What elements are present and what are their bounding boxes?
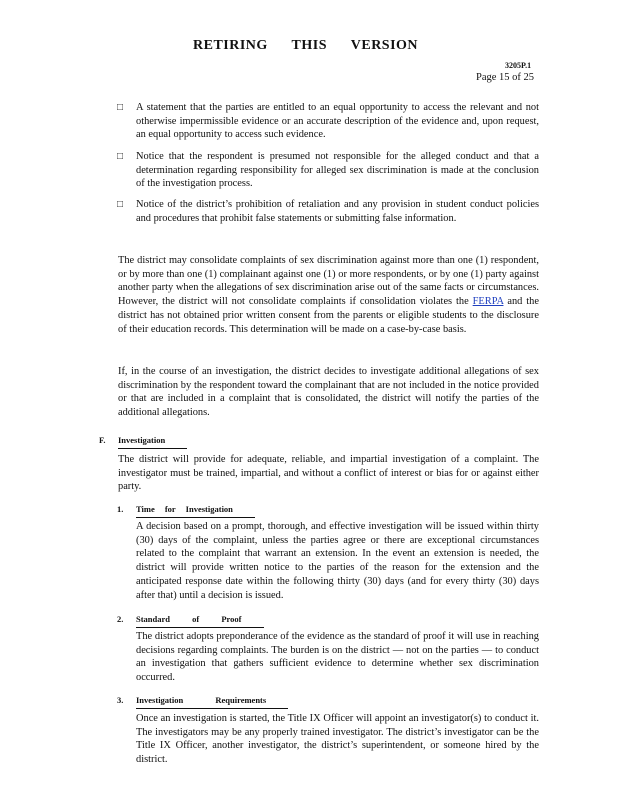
section-f-title: Investigation — [118, 434, 187, 449]
subsection-2-title: Standard of Proof — [136, 613, 264, 628]
subsection-3-title: Investigation Requirements — [136, 694, 288, 709]
section-f-label: F. — [99, 435, 106, 445]
investigation-intro: The district will provide for adequate, reliable, and impartial investigation of a complaint. The investigator must be trained, impartial, and without a conflict of interest or bias for or against either party. — [118, 454, 539, 493]
bullet-retaliation-notice: Notice of the district’s prohibition of retaliation and any provision in student conduct policies and procedures that prohibit false statements or submitting false information. — [136, 199, 539, 224]
subsection-1-text: A decision based on a prompt, thorough, and effective investigation will be issued within thirty (30) days of the complaint, unless the parties agree or there are exceptional circumstances related to the complaint that warrant an extension. In the event an extension is needed, the district will provide written notice to the parties of the reason for the extension and the anticipated response date within the following thirty (30) days (and for every thirty (30) days after that) until a decision is issued. — [136, 521, 539, 601]
subsection-2-number: 2. — [117, 614, 124, 624]
subsection-1-number: 1. — [117, 504, 124, 514]
page-title: RETIRING THIS VERSION — [193, 38, 419, 53]
checkbox-bullet-icon: □ — [117, 199, 124, 210]
consolidation-paragraph: The district may consolidate complaints of sex discrimination against more than one (1) respondent, or by more than one (1) complainant against one (1) or more respondents, or by one (1) party against another party when the allegations of sex discrimination arise out of the same facts or circumstances. However, the district will not consolidate complaints if consolidation violates the FERPA and the district has not obtained prior written consent from the parents or eligible students to the disclosure of their education records. This determination will be made on a case-by-case basis. — [118, 255, 539, 335]
document-number: 3205P.1 — [505, 61, 532, 70]
subsection-1-title: Time for Investigation — [136, 503, 255, 518]
bullet-presumption-notice: Notice that the respondent is presumed not responsible for the alleged conduct and that a determination regarding responsibility for alleged sex discrimination is made at the conclusion of the investigation process. — [136, 151, 539, 190]
checkbox-bullet-icon: □ — [117, 151, 124, 162]
checkbox-bullet-icon: □ — [117, 102, 124, 113]
bullet-evidence-access: A statement that the parties are entitled to an equal opportunity to access the relevant and not otherwise impermissible evidence or an accurate description of the evidence and, upon request, an equal opportunity to access such evidence. — [136, 102, 539, 141]
page-number: Page 15 of 25 — [476, 72, 535, 83]
subsection-3-text: Once an investigation is started, the Title IX Officer will appoint an investigator(s) to conduct it. The investigators may be any properly trained investigator. The district’s investigator can be the Title IX Officer, another investigator, the district’s superintendent, or someone hired by the district. — [136, 713, 539, 766]
additional-allegations-paragraph: If, in the course of an investigation, the district decides to investigate additional allegations of sex discrimination by the respondent toward the complainant that are not included in the notice provided or that are included in a complaint that is consolidated, the district will notify the parties of the additional allegations. — [118, 366, 539, 419]
subsection-2-text: The district adopts preponderance of the evidence as the standard of proof it will use in reaching decisions regarding complaints. The burden is on the district — not on the parties — to conduct an investigation that gathers sufficient evidence to determine whether sex discrimination occurred. — [136, 631, 539, 684]
ferpa-link[interactable]: FERPA — [472, 296, 504, 308]
subsection-3-number: 3. — [117, 695, 124, 705]
